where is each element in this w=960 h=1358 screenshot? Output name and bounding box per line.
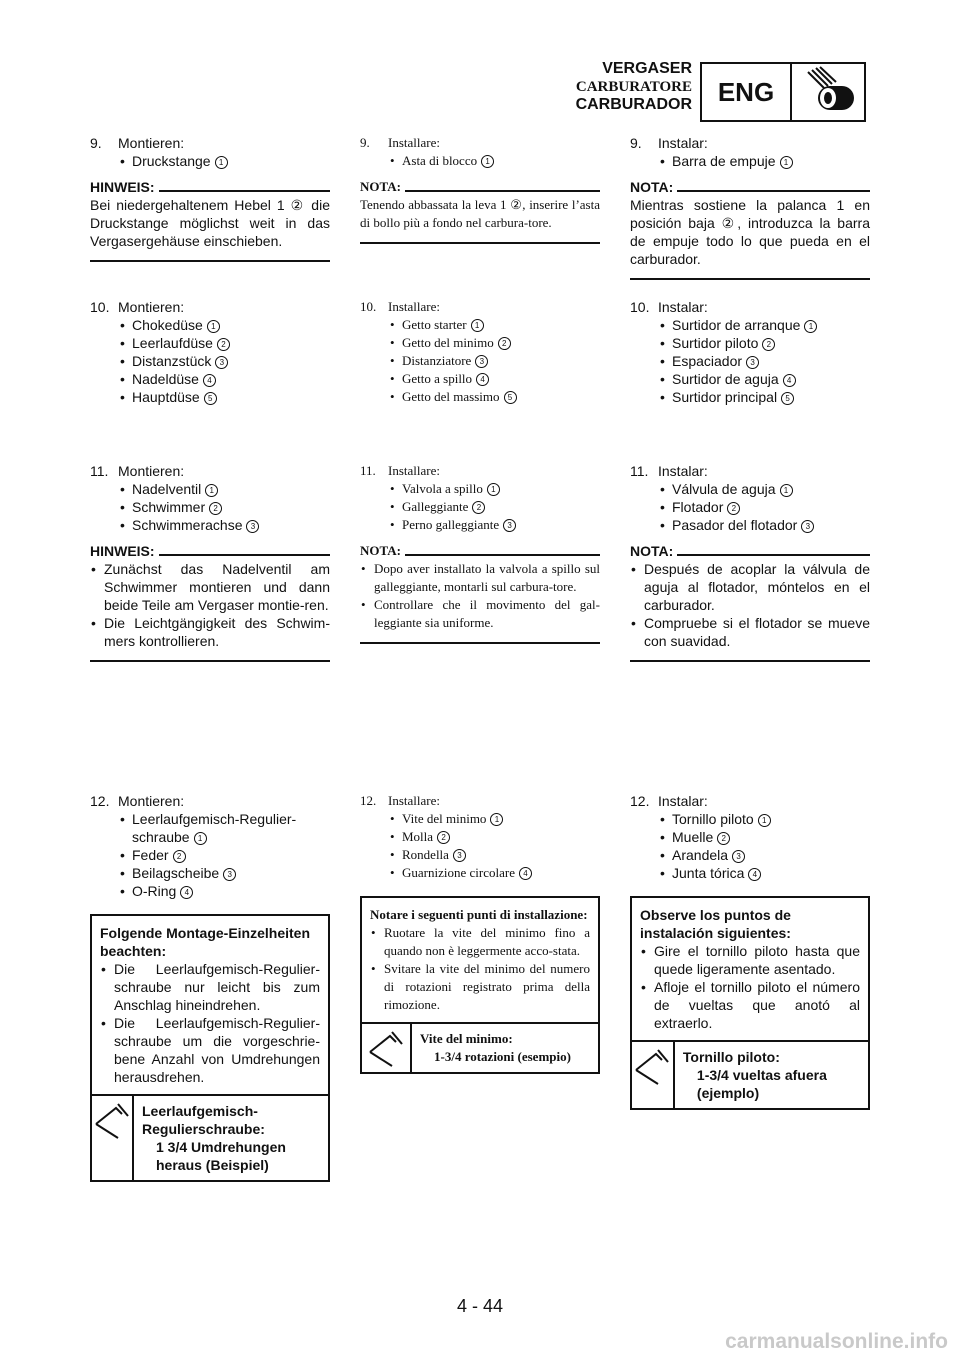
item-label: Rondella: [402, 847, 449, 862]
installation-box: [90, 914, 330, 1182]
spec: [134, 1096, 328, 1180]
marker: 1: [758, 814, 771, 827]
item-label: Surtidor principal: [672, 389, 778, 405]
marker: 2: [217, 338, 230, 351]
item-label: Druckstange: [132, 153, 211, 169]
step-number: 12.: [360, 793, 377, 808]
step-9: [90, 134, 330, 152]
list-item: [118, 388, 330, 406]
note: [90, 542, 330, 662]
list-item: [658, 370, 870, 388]
column-german: [90, 134, 330, 262]
step-verb: Montieren:: [118, 135, 185, 151]
list-item: [118, 882, 330, 900]
item-label: Perno galleggiante: [402, 517, 500, 532]
column-spanish-step12: [630, 792, 870, 1110]
marker: 3: [215, 356, 228, 369]
item-label: Espaciador: [672, 353, 743, 369]
step-number: 9.: [90, 135, 102, 151]
list-item: [388, 370, 600, 388]
note-bullet: • Después de acoplar la válvula de aguja al flotador, móntelos en el carburador.: [630, 560, 870, 614]
step-number: 11.: [360, 463, 376, 478]
marker: 1: [215, 156, 228, 169]
list-item: [658, 480, 870, 498]
step-number: 11.: [630, 463, 649, 479]
column-italian: [360, 134, 600, 244]
item-label: Barra de empuje: [672, 153, 776, 169]
step-verb: Montieren:: [118, 299, 185, 315]
box-bullet: • Gire el tornillo piloto hasta que quede ligeramente asentado.: [640, 942, 860, 978]
list-item: [388, 498, 600, 516]
marker: 3: [246, 520, 259, 533]
marker: 4: [203, 374, 216, 387]
marker: 2: [173, 850, 186, 863]
note-text: Tenendo abbassata la leva 1 ②, inserire l’asta di bollo più a fondo nel carbura-tore.: [360, 197, 600, 230]
specification-icon: [92, 1096, 134, 1180]
item-label: Pasador del flotador: [672, 517, 798, 533]
marker: 3: [453, 849, 466, 862]
marker: 5: [204, 392, 217, 405]
note-heading: NOTA:: [360, 543, 401, 558]
note-text: Mientras sostiene la palanca 1 en posición baja ②, introduzca la barra de empuje todo lo que pueda en el carburador.: [630, 197, 870, 267]
step-number: 10.: [360, 299, 377, 314]
specification-icon: [362, 1024, 412, 1072]
step-number: 12.: [630, 793, 650, 809]
step-verb: Montieren:: [118, 463, 185, 479]
list-item: [388, 480, 600, 498]
box-bullet: • Svitare la vite del minimo del numero di rotazioni registrato prima della rimozione.: [370, 960, 590, 1014]
note-heading: NOTA:: [630, 179, 674, 195]
list-item: [658, 864, 870, 882]
list-item: [118, 498, 330, 516]
column-spanish: [630, 134, 870, 280]
header-title-it: CARBURATORE: [575, 79, 692, 95]
marker: 2: [762, 338, 775, 351]
marker: 2: [472, 501, 485, 514]
item-label: Distanziatore: [402, 353, 472, 368]
marker: 1: [490, 813, 503, 826]
header-title-de: VERGASER: [602, 60, 692, 77]
box-title: Observe los puntos de instalación siguientes:: [640, 907, 791, 941]
installation-box: [360, 896, 600, 1074]
note: [360, 178, 600, 244]
marker: 1: [205, 484, 218, 497]
eng-label: ENG: [702, 64, 792, 120]
list-item: [388, 388, 600, 406]
item-label: Valvola a spillo: [402, 481, 483, 496]
marker: 4: [476, 373, 489, 386]
item-label: Chokedüse: [132, 317, 203, 333]
item-label: Distanzstück: [132, 353, 212, 369]
item-label: Feder: [132, 847, 169, 863]
box-title: Folgende Montage-Einzelheiten beachten:: [100, 925, 311, 959]
spec-label: Leerlaufgemisch-Regulierschraube:: [142, 1103, 265, 1137]
step-number: 9.: [630, 135, 642, 151]
note-bullet: • Zunächst das Nadelventil am Schwimmer montieren und dann beide Teile am Vergaser montie-ren.: [90, 560, 330, 614]
list-item: [658, 498, 870, 516]
item-label: Leerlaufdüse: [132, 335, 213, 351]
step-number: 10.: [630, 299, 650, 315]
step-10: [90, 298, 330, 316]
column-german-step10: [90, 298, 330, 406]
item-label: Válvula de aguja: [672, 481, 776, 497]
column-italian-step10: [360, 298, 600, 406]
note-heading: NOTA:: [360, 179, 401, 194]
note: [630, 178, 870, 280]
list-item: [658, 334, 870, 352]
item-label: Molla: [402, 829, 434, 844]
step-10: [360, 298, 600, 316]
item-label: Arandela: [672, 847, 729, 863]
step-11: [360, 462, 600, 480]
item-label: Schwimmer: [132, 499, 206, 515]
item-label: Flotador: [672, 499, 724, 515]
item-label: Leerlaufgemisch-Regulier-schraube: [132, 811, 297, 845]
marker: 1: [780, 484, 793, 497]
step-verb: Instalar:: [658, 463, 708, 479]
list-item: [118, 846, 330, 864]
list-item: [118, 864, 330, 882]
page-number: 4 - 44: [456, 1296, 504, 1316]
item-label: Getto a spillo: [402, 371, 473, 386]
note-heading: HINWEIS:: [90, 543, 155, 559]
note-text: Bei niedergehaltenem Hebel 1 ② die Druckstange möglichst weit in das Vergasergehäuse einschieben.: [90, 197, 330, 249]
step-11: [630, 462, 870, 480]
item-label: Tornillo piloto: [672, 811, 754, 827]
note: [630, 542, 870, 662]
list-item: [118, 334, 330, 352]
spec-label: Tornillo piloto:: [682, 1049, 780, 1065]
list-item: [658, 828, 870, 846]
column-german-step12: [90, 792, 330, 1182]
step-verb: Instalar:: [658, 299, 708, 315]
note-heading: HINWEIS:: [90, 179, 155, 195]
marker: 3: [732, 850, 745, 863]
list-item: [658, 846, 870, 864]
step-verb: Installare:: [388, 299, 440, 314]
marker: 2: [717, 832, 730, 845]
marker: 1: [487, 483, 500, 496]
marker: 1: [804, 320, 817, 333]
list-item: [388, 352, 600, 370]
list-item: [388, 152, 600, 170]
marker: 2: [209, 502, 222, 515]
note: [360, 542, 600, 644]
column-spanish-step10: [630, 298, 870, 406]
marker: 4: [180, 886, 193, 899]
item-label: Nadeldüse: [132, 371, 199, 387]
step-verb: Instalar:: [658, 793, 708, 809]
spec: [412, 1024, 577, 1072]
step-verb: Montieren:: [118, 793, 185, 809]
step-verb: Installare:: [388, 135, 440, 150]
step-number: 9.: [360, 135, 370, 150]
marker: 5: [504, 391, 517, 404]
watermark: carmanualsonline.info: [725, 1330, 948, 1353]
marker: 1: [207, 320, 220, 333]
item-label: Schwimmerachse: [132, 517, 243, 533]
list-item: [658, 316, 870, 334]
step-verb: Installare:: [388, 463, 440, 478]
specification-icon: [632, 1042, 675, 1108]
note-bullet: • Controllare che il movimento del gal-leggiante sia uniforme.: [360, 596, 600, 632]
list-item: [118, 370, 330, 388]
list-item: [388, 316, 600, 334]
spec-label: Vite del minimo:: [420, 1031, 513, 1046]
marker: 3: [801, 520, 814, 533]
note-heading: NOTA:: [630, 543, 674, 559]
list-item: [118, 352, 330, 370]
item-label: Getto starter: [402, 317, 467, 332]
marker: 4: [783, 374, 796, 387]
list-item: [388, 846, 600, 864]
item-label: Getto del minimo: [402, 335, 494, 350]
item-label: Surtidor piloto: [672, 335, 759, 351]
step-number: 11.: [90, 463, 109, 479]
column-spanish-step11: [630, 462, 870, 662]
step-verb: Installare:: [388, 793, 440, 808]
marker: 3: [475, 355, 488, 368]
marker: 1: [471, 319, 484, 332]
installation-box: [630, 896, 870, 1110]
list-item: [658, 810, 870, 828]
section-header: [576, 60, 692, 114]
note-bullet: • Compruebe si el flotador se mueve con suavidad.: [630, 614, 870, 650]
marker: 2: [437, 831, 450, 844]
spec-value: 1-3/4 rotazioni (esempio): [434, 1049, 571, 1064]
step-12: [90, 792, 330, 810]
step-verb: Instalar:: [658, 135, 708, 151]
list-item: [658, 352, 870, 370]
list-item: [118, 316, 330, 334]
list-item: [118, 480, 330, 498]
note: [90, 178, 330, 262]
list-item: [388, 864, 600, 882]
item-label: Guarnizione circolare: [402, 865, 515, 880]
box-bullet: • Die Leerlaufgemisch-Regulier-schraube um die vorgeschrie-bene Anzahl von Umdrehungen herausdrehen.: [100, 1014, 320, 1086]
marker: 4: [519, 867, 532, 880]
item-label: Asta di blocco: [402, 153, 478, 168]
box-bullet: • Ruotare la vite del minimo fino a quando non è leggermente acco-stata.: [370, 924, 590, 960]
step-number: 12.: [90, 793, 110, 809]
marker: 3: [503, 519, 516, 532]
box-bullet: • Afloje el tornillo piloto el número de vueltas que anotó al extraerlo.: [640, 978, 860, 1032]
step-9: [630, 134, 870, 152]
list-item: [118, 516, 330, 534]
list-item: [388, 516, 600, 534]
list-item: [388, 810, 600, 828]
item-label: Surtidor de aguja: [672, 371, 779, 387]
marker: 4: [748, 868, 761, 881]
marker: 3: [746, 356, 759, 369]
column-italian-step12: [360, 792, 600, 1074]
item-label: Junta tórica: [672, 865, 745, 881]
list-item: [118, 810, 330, 846]
marker: 1: [481, 155, 494, 168]
list-item: [658, 516, 870, 534]
marker: 3: [223, 868, 236, 881]
list-item: [388, 828, 600, 846]
item-label: Hauptdüse: [132, 389, 200, 405]
item-label: Galleggiante: [402, 499, 469, 514]
header-title-es: CARBURADOR: [575, 96, 692, 113]
marker: 1: [780, 156, 793, 169]
column-german-step11: [90, 462, 330, 662]
spec-value: 1-3/4 vueltas afuera (ejemplo): [696, 1067, 827, 1101]
step-9: [360, 134, 600, 152]
list-item: [388, 334, 600, 352]
item-label: O-Ring: [132, 883, 177, 899]
item-label: Nadelventil: [132, 481, 202, 497]
list-item: [658, 152, 870, 170]
step-12: [630, 792, 870, 810]
item-label: Getto del massimo: [402, 389, 500, 404]
spec-value: 1 3/4 Umdrehungen heraus (Beispiel): [156, 1139, 286, 1173]
marker: 2: [727, 502, 740, 515]
item-label: Muelle: [672, 829, 714, 845]
step-12: [360, 792, 600, 810]
box-bullet: • Die Leerlaufgemisch-Regulier-schraube nur leicht bis zum Anschlag hineindrehen.: [100, 960, 320, 1014]
eng-badge: [700, 62, 866, 122]
item-label: Surtidor de arranque: [672, 317, 801, 333]
list-item: [118, 152, 330, 170]
step-10: [630, 298, 870, 316]
note-bullet: • Dopo aver installato la valvola a spillo sul galleggiante, montarli sul carbura-tore.: [360, 560, 600, 596]
spec: [675, 1042, 868, 1108]
box-title: Notare i seguenti punti di installazione:: [370, 907, 588, 922]
marker: 1: [194, 832, 207, 845]
note-bullet: • Die Leichtgängigkeit des Schwim-mers kontrollieren.: [90, 614, 330, 650]
carburetor-icon: [794, 66, 864, 118]
item-label: Vite del minimo: [402, 811, 487, 826]
marker: 5: [781, 392, 794, 405]
step-number: 10.: [90, 299, 110, 315]
step-11: [90, 462, 330, 480]
column-italian-step11: [360, 462, 600, 644]
marker: 2: [498, 337, 511, 350]
list-item: [658, 388, 870, 406]
item-label: Beilagscheibe: [132, 865, 220, 881]
